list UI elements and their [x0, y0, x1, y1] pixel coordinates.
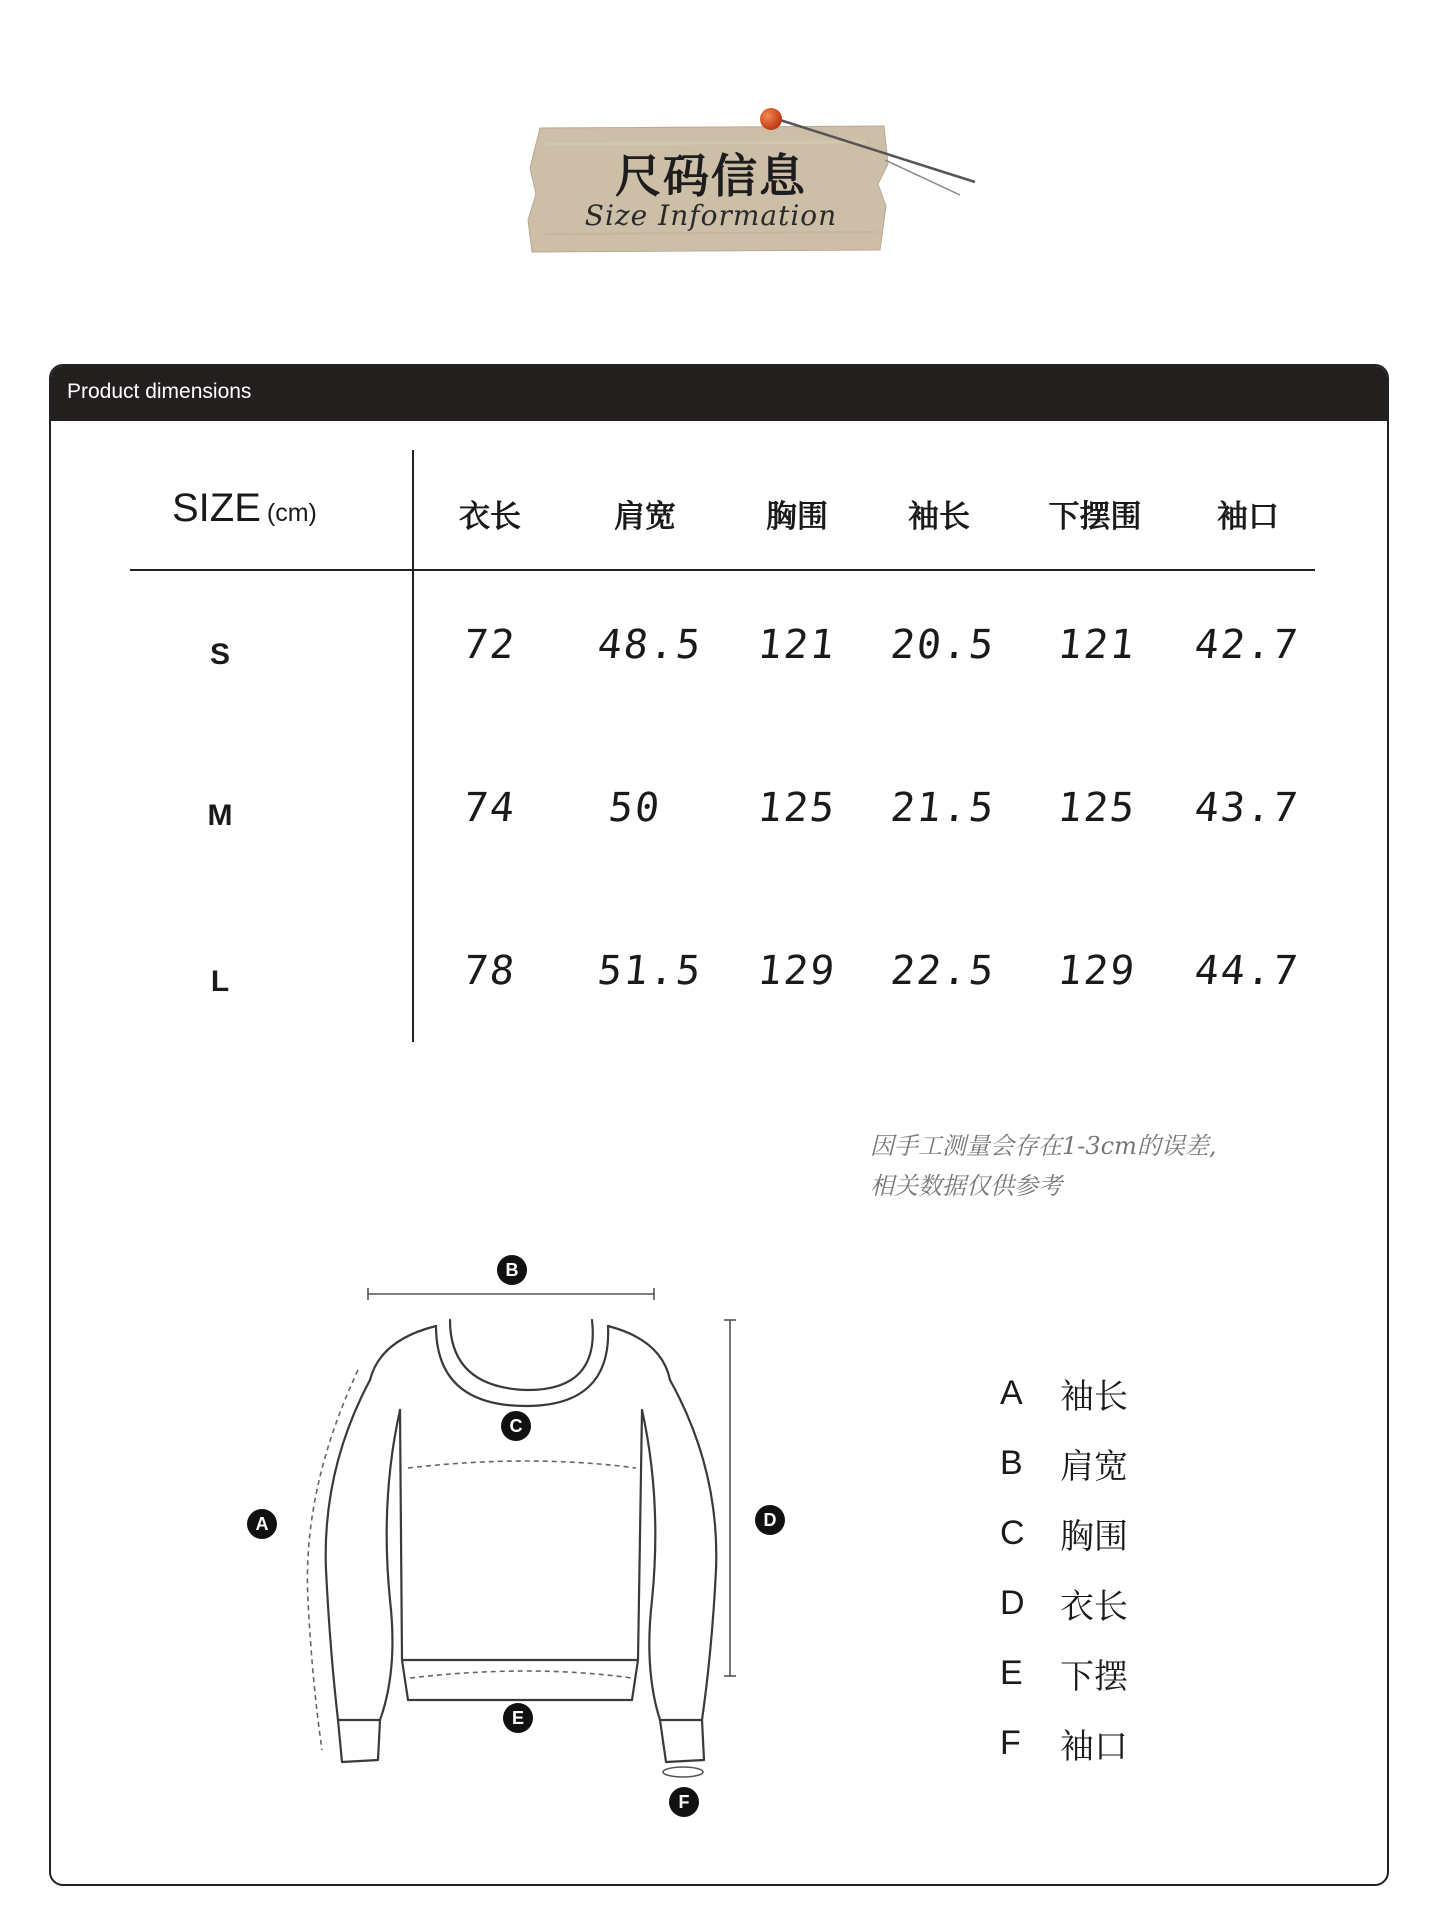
table-cell: 51.5 [595, 948, 705, 994]
legend-letter: E [1000, 1653, 1023, 1692]
column-header: 袖口 [1217, 499, 1279, 535]
column-header: 胸围 [766, 499, 828, 535]
legend-letter: A [1000, 1373, 1023, 1412]
table-cell: 20.5 [888, 622, 998, 668]
legend-letter: F [1000, 1723, 1021, 1762]
table-horizontal-divider [130, 569, 1315, 571]
column-header: 衣长 [459, 499, 521, 535]
column-header: 袖长 [908, 499, 970, 535]
note-line: 相关数据仅供参考 [870, 1172, 1062, 1200]
legend-label: 胸围 [1060, 1516, 1128, 1557]
legend-label: 衣长 [1060, 1586, 1128, 1627]
sweater-diagram [230, 1240, 830, 1840]
table-cell: 129 [755, 948, 839, 994]
table-cell: 121 [755, 622, 839, 668]
column-header: 肩宽 [614, 499, 676, 535]
row-size-label: S [209, 638, 230, 671]
marker-c: C [509, 1416, 523, 1436]
table-cell: 129 [1055, 948, 1139, 994]
unit-label: (cm) [266, 499, 317, 527]
needle-icon [0, 0, 1440, 260]
legend-item [1000, 1638, 1128, 1708]
table-cell: 72 [461, 622, 519, 668]
table-cell: 78 [461, 948, 519, 994]
measurement-legend [1000, 1358, 1128, 1778]
legend-item [1000, 1358, 1128, 1428]
legend-label: 袖长 [1060, 1376, 1128, 1417]
card-title: Product dimensions [67, 380, 252, 403]
page-title: 尺码信息 [615, 149, 807, 203]
diagram-markers [247, 1255, 785, 1817]
column-header: 下摆围 [1048, 499, 1142, 535]
size-label: SIZE [172, 486, 261, 530]
marker-f: F [678, 1792, 690, 1812]
marker-b: B [505, 1260, 519, 1280]
table-cell: 44.7 [1192, 948, 1302, 994]
table-cell: 21.5 [888, 785, 998, 831]
note-line: 因手工测量会存在1-3cm的误差, [870, 1132, 1217, 1160]
table-cell: 125 [755, 785, 839, 831]
card-header [51, 366, 1387, 421]
page-subtitle: Size Information [584, 199, 838, 232]
table-cell: 125 [1055, 785, 1139, 831]
legend-label: 下摆 [1060, 1656, 1128, 1697]
table-cell: 48.5 [595, 622, 705, 668]
table-cell: 121 [1055, 622, 1139, 668]
table-cell: 74 [461, 785, 519, 831]
legend-letter: D [1000, 1583, 1025, 1622]
table-cell: 50 [606, 785, 664, 831]
row-size-label: L [210, 965, 230, 998]
table-vertical-divider [412, 450, 414, 1042]
legend-letter: B [1000, 1443, 1023, 1482]
marker-a: A [255, 1514, 269, 1534]
marker-e: E [511, 1708, 525, 1728]
marker-d: D [763, 1510, 777, 1530]
measurement-note [870, 1126, 1216, 1206]
legend-item [1000, 1428, 1128, 1498]
row-size-label: M [207, 799, 233, 832]
legend-item [1000, 1498, 1128, 1568]
legend-item [1000, 1708, 1128, 1778]
size-column-header [172, 486, 317, 531]
legend-letter: C [1000, 1513, 1025, 1552]
legend-label: 肩宽 [1060, 1446, 1128, 1487]
pin-icon [760, 108, 782, 130]
table-cell: 43.7 [1192, 785, 1302, 831]
legend-label: 袖口 [1060, 1726, 1128, 1767]
legend-item [1000, 1568, 1128, 1638]
table-cell: 22.5 [888, 948, 998, 994]
table-cell: 42.7 [1192, 622, 1302, 668]
